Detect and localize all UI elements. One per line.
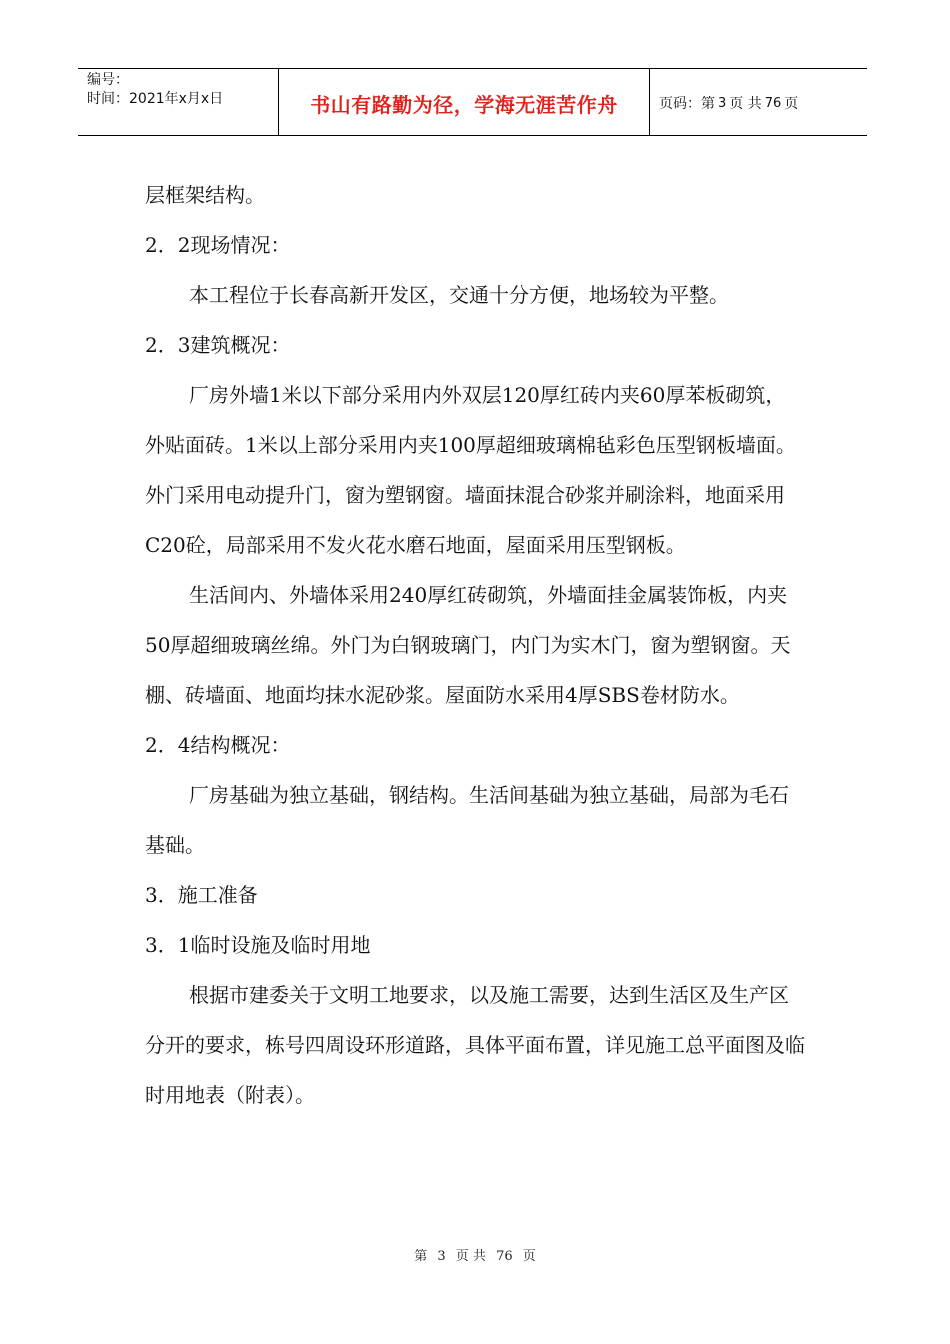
paragraph-structure: 厂房基础为独立基础，钢结构。生活间基础为独立基础，局部为毛石基础。 — [145, 783, 789, 857]
header-motto-cell — [279, 69, 650, 135]
page-footer — [0, 1245, 950, 1264]
document-body — [145, 170, 805, 1120]
header-page-cell — [650, 69, 867, 135]
footer-page-total: 76 — [496, 1249, 513, 1264]
document-number-label: 编号： — [87, 72, 129, 88]
page-header — [78, 68, 867, 136]
paragraph-building-living: 生活间内、外墙体采用240厚红砖砌筑，外墙面挂金属装饰板，内夹50厚超细玻璃丝绵。外门为白钢玻璃门，内门为实木门，窗为塑钢窗。天棚、砖墙面、地面均抹水泥砂浆。屋面防水采用4厚SBS卷材防水。 — [145, 583, 791, 707]
paragraph-site-conditions: 本工程位于长春高新开发区，交通十分方便，地场较为平整。 — [189, 283, 729, 307]
paragraph-building-workshop: 厂房外墙1米以下部分采用内外双层120厚红砖内夹60厚苯板砌筑，外贴面砖。1米以上部分采用内夹100厚超细玻璃棉毡彩色压型钢板墙面。外门采用电动提升门，窗为塑钢窗。墙面抹混合砂浆并刷涂料，地面采用C20砼，局部采用不发火花水磨石地面，屋面采用压型钢板。 — [145, 383, 796, 557]
paragraph-temporary-facilities: 根据市建委关于文明工地要求，以及施工需要，达到生活区及生产区分开的要求，栋号四周设环形道路，具体平面布置，详见施工总平面图及临时用地表（附表）。 — [145, 983, 805, 1107]
document-date: 时间：2021年x月x日 — [87, 91, 224, 107]
heading-3: 3．施工准备 — [145, 883, 258, 907]
footer-suffix: 页 — [522, 1249, 536, 1264]
header-meta-cell — [78, 69, 279, 135]
heading-3-1: 3．1临时设施及临时用地 — [145, 933, 371, 957]
footer-prefix: 第 — [414, 1249, 428, 1264]
heading-2-4: 2．4结构概况： — [145, 733, 291, 757]
heading-2-3: 2．3建筑概况： — [145, 333, 291, 357]
header-page-current: 3 — [718, 95, 727, 111]
paragraph-continuation: 层框架结构。 — [145, 183, 265, 207]
header-page-total: 76 — [764, 95, 782, 111]
header-page-middle: 页 共 — [729, 96, 762, 112]
header-page-prefix: 页码：第 — [659, 96, 715, 112]
heading-2-2: 2．2现场情况： — [145, 233, 291, 257]
footer-page-current: 3 — [437, 1249, 446, 1264]
header-motto: 书山有路勤为径，学海无涯苦作舟 — [310, 92, 618, 117]
footer-middle: 页 共 — [455, 1249, 486, 1264]
header-page-suffix: 页 — [784, 96, 799, 112]
